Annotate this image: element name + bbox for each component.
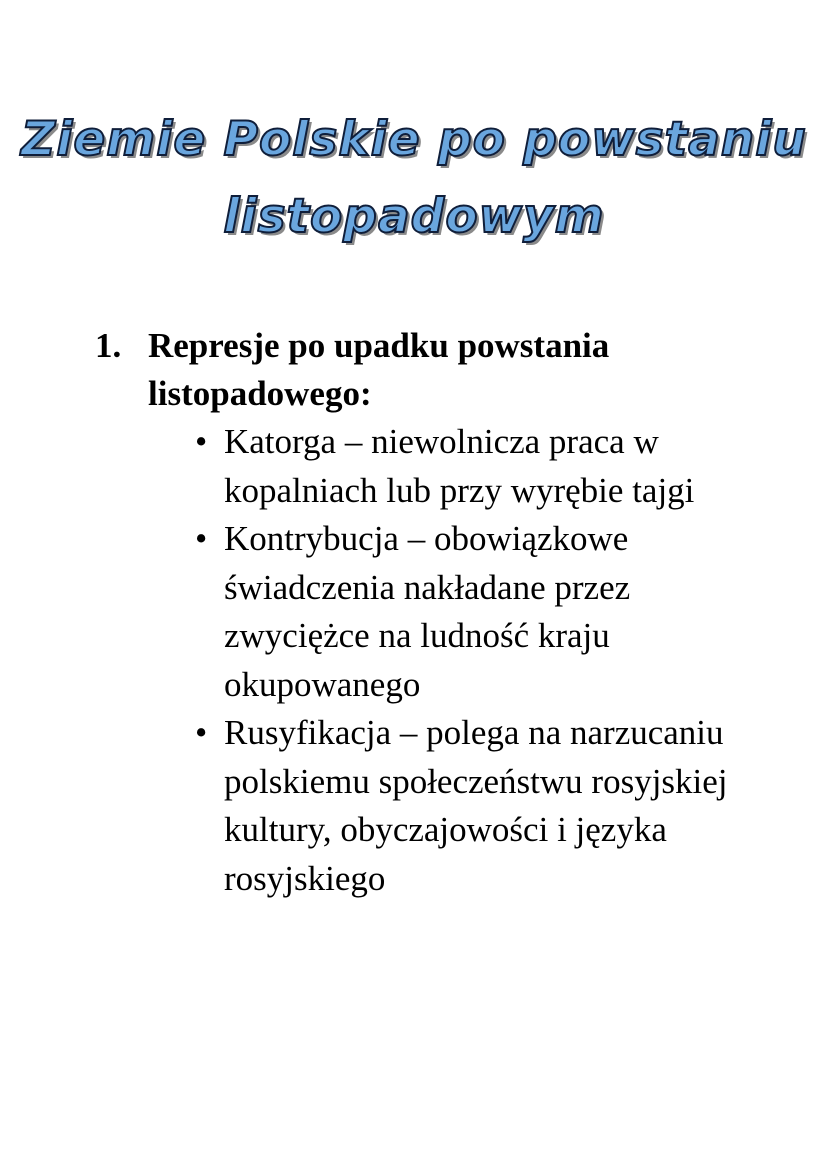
bullet-icon: • [195,713,208,752]
list-item-text: Rusyfikacja – polega na narzucaniu polskiemu społeczeństwu rosyjskiej kultury, obyczajowości i języka rosyjskiego [224,713,728,898]
bullet-icon: • [195,519,208,558]
bullet-list [195,418,755,903]
list-item [195,418,755,515]
list-item [195,709,755,903]
list-item [195,515,755,709]
bullet-icon: • [195,422,208,461]
section-number: 1. [95,326,122,365]
list-item-text: Kontrybucja – obowiązkowe świadczenia nakładane przez zwyciężce na ludność kraju okupowanego [224,519,631,704]
list-item-text: Katorga – niewolnicza praca w kopalniach lub przy wyrębie tajgi [224,422,695,510]
page-title-line-2: listopadowym [223,189,605,244]
page-title-line-1: Ziemie Polskie po powstaniu [21,112,807,167]
section-heading: Represje po upadku powstania listopadowego: [148,326,610,413]
